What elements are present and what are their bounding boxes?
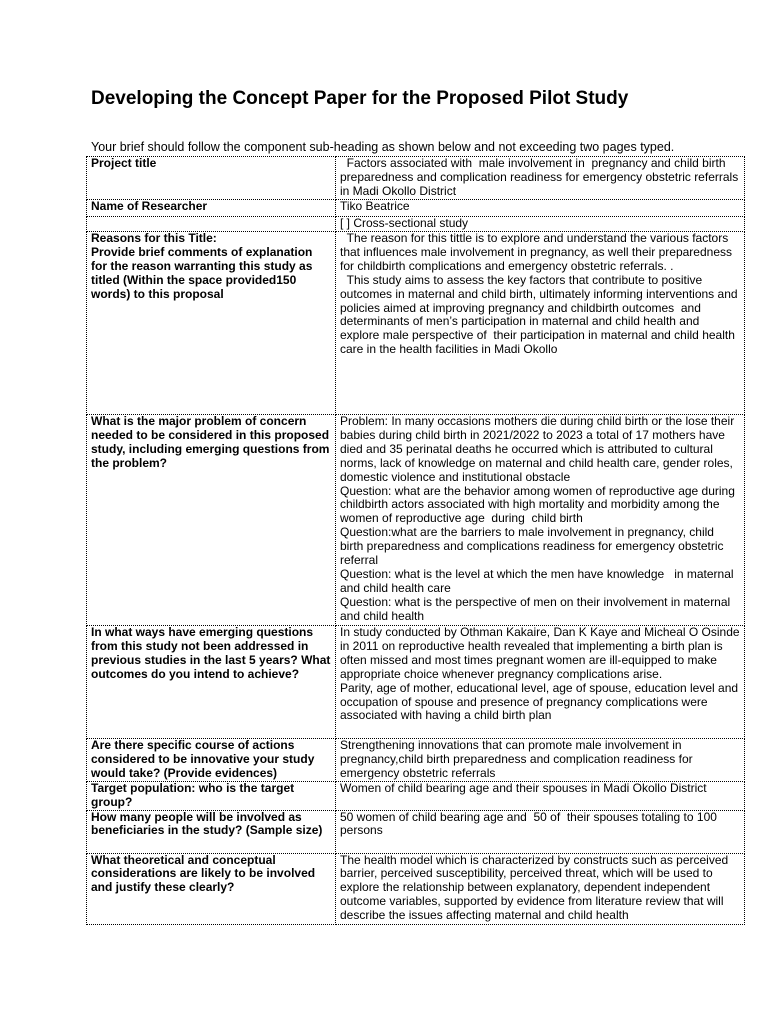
row-value: 50 women of child bearing age and 50 of their spouses totaling to 100 persons: [336, 810, 745, 853]
row-value: The reason for this tittle is to explore and understand the various factors that influences male involvement in pregnancy, as well their preparedness for childbirth complications and emergency obstetric referrals. . This study aims to assess the key factors that contribute to positive outcomes in maternal and child birth, ultimately informing interventions and policies aimed at improving pregnancy and childbirth outcomes and determinants of men’s participation in maternal and child health and explore male perspective of their participation in maternal and child health care in the health facilities in Madi Okollo: [336, 232, 745, 415]
row-value: Problem: In many occasions mothers die during child birth or the lose their babies during child birth in 2021/2022 to 2023 a total of 17 mothers have died and 35 perinatal deaths he occurred which is attributed to cultural norms, lack of knowledge on maternal and child health care, gender roles, domestic violence and institutional obstacle Question: what are the behavior among women of reproductive age during childbirth actors associated with high mortality and morbidity among the women of reproductive age during child birth Question:what are the barriers to male involvement in pregnancy, child birth preparedness and complications readiness for emergency obstetric referral Question: what is the level at which the men have knowledge in maternal and child health care Question: what is the perspective of men on their involvement in maternal and child health: [336, 415, 745, 626]
row-label: Project title: [87, 157, 336, 200]
row-label: How many people will be involved as beneficiaries in the study? (Sample size): [87, 810, 336, 853]
row-label: Target population: who is the target group?: [87, 781, 336, 810]
row-label: In what ways have emerging questions from this study not been addressed in previous studies in the last 5 years? What outcomes do you intend to achieve?: [87, 626, 336, 739]
row-label: Are there specific course of actions considered to be innovative your study would take? (Provide evidences): [87, 739, 336, 782]
row-label: [87, 217, 336, 232]
instructions-text: Your brief should follow the component sub-heading as shown below and not exceeding two pages typed.: [91, 140, 675, 154]
table-row: [87, 200, 745, 217]
row-value: Strengthening innovations that can promote male involvement in pregnancy,child birth preparedness and complication readiness for emergency obstetric referrals: [336, 739, 745, 782]
row-label: Name of Researcher: [87, 200, 336, 217]
row-label: What is the major problem of concern needed to be considered in this proposed study, including emerging questions from the problem?: [87, 415, 336, 626]
table-row: [87, 217, 745, 232]
table-row: [87, 739, 745, 782]
table-row: [87, 415, 745, 626]
row-label: Reasons for this Title: Provide brief comments of explanation for the reason warranting this study as titled (Within the space provided150 words) to this proposal: [87, 232, 336, 415]
table-row: [87, 157, 745, 200]
table-row: [87, 781, 745, 810]
row-value: Women of child bearing age and their spouses in Madi Okollo District: [336, 781, 745, 810]
concept-paper-table: [86, 156, 745, 925]
row-value: Factors associated with male involvement in pregnancy and child birth preparedness and complication readiness for emergency obstetric referrals in Madi Okollo District: [336, 157, 745, 200]
row-label: What theoretical and conceptual considerations are likely to be involved and justify these clearly?: [87, 853, 336, 924]
table-row: [87, 232, 745, 415]
table-row: [87, 853, 745, 924]
table-row: [87, 810, 745, 853]
row-value: Tiko Beatrice: [336, 200, 745, 217]
row-value: In study conducted by Othman Kakaire, Dan K Kaye and Micheal O Osinde in 2011 on reproductive health revealed that implementing a birth plan is often missed and most times pregnant women are ill-equipped to make appropriate choice whenever pregnancy complications arise. Parity, age of mother, educational level, age of spouse, education level and occupation of spouse and presence of pregnancy complications were associated with having a child birth plan: [336, 626, 745, 739]
page-title: Developing the Concept Paper for the Proposed Pilot Study: [91, 88, 629, 109]
table-row: [87, 626, 745, 739]
row-value: [ ] Cross-sectional study: [336, 217, 745, 232]
concept-table-body: [87, 157, 745, 925]
row-value: The health model which is characterized by constructs such as perceived barrier, perceived susceptibility, perceived threat, which will be used to explore the relationship between explanatory, dependent independent outcome variables, supported by evidence from literature review that will describe the issues affecting maternal and child health: [336, 853, 745, 924]
